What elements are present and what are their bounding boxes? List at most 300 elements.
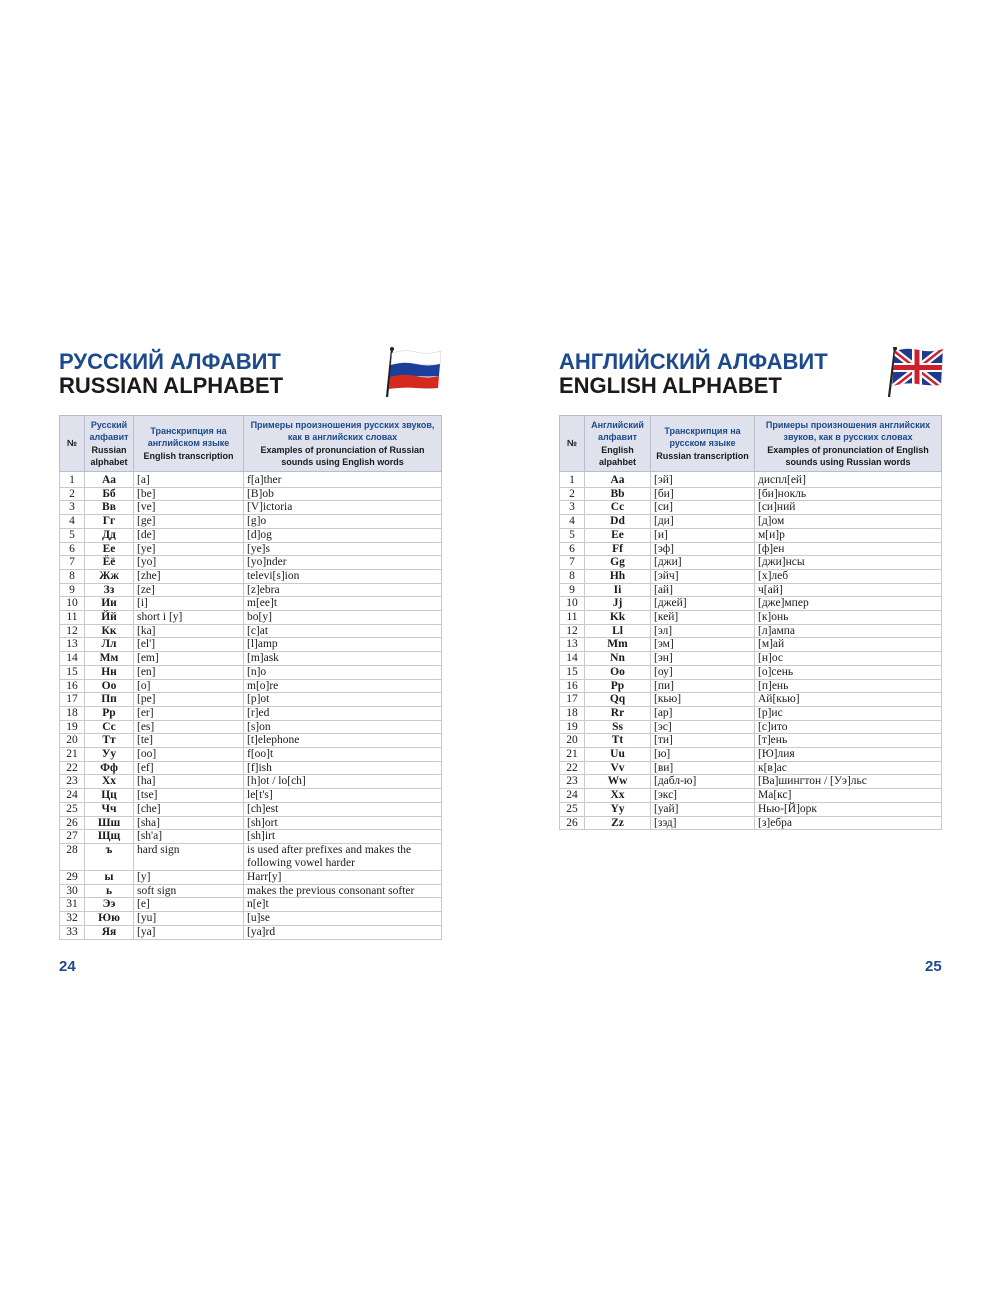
cell-letter: Вв (85, 501, 134, 515)
cell-letter: Цц (85, 789, 134, 803)
cell-letter: Ee (585, 528, 651, 542)
cell-letter: Oo (585, 665, 651, 679)
table-row (60, 528, 442, 542)
cell-letter: Ёё (85, 556, 134, 570)
table-row (560, 720, 942, 734)
cell-letter: Mm (585, 638, 651, 652)
cell-letter: Уу (85, 748, 134, 762)
table-row (60, 925, 442, 939)
cell-number: 12 (560, 624, 585, 638)
cell-example: [джи]нсы (755, 556, 942, 570)
cell-transcription: [ди] (651, 515, 755, 529)
cell-number: 12 (60, 624, 85, 638)
cell-letter: Hh (585, 569, 651, 583)
cell-letter: Аа (85, 472, 134, 488)
cell-transcription: [эл] (651, 624, 755, 638)
cell-number: 22 (560, 761, 585, 775)
cell-transcription: [уай] (651, 802, 755, 816)
english-alphabet-table (559, 415, 942, 830)
cell-transcription: [e] (134, 898, 244, 912)
cell-transcription: [джи] (651, 556, 755, 570)
table-row (560, 528, 942, 542)
cell-number: 33 (60, 925, 85, 939)
cell-letter: Яя (85, 925, 134, 939)
cell-transcription: [sh'a] (134, 830, 244, 844)
table-row (60, 501, 442, 515)
cell-example: [p]ot (244, 693, 442, 707)
cell-letter: Zz (585, 816, 651, 830)
cell-letter: Шш (85, 816, 134, 830)
cell-letter: Пп (85, 693, 134, 707)
table-row (60, 748, 442, 762)
cell-transcription: [ай] (651, 583, 755, 597)
cell-number: 14 (60, 652, 85, 666)
page-right (500, 0, 1000, 1300)
cell-number: 5 (560, 528, 585, 542)
cell-transcription: [ef] (134, 761, 244, 775)
cell-letter: Aa (585, 472, 651, 488)
cell-transcription: [эф] (651, 542, 755, 556)
header-letter: Английский алфавит English alpahbet (585, 416, 651, 472)
cell-example: [ya]rd (244, 925, 442, 939)
table-row (60, 830, 442, 844)
cell-number: 21 (60, 748, 85, 762)
cell-transcription: [ha] (134, 775, 244, 789)
cell-letter: Nn (585, 652, 651, 666)
cell-transcription: [ye] (134, 542, 244, 556)
cell-letter: Щщ (85, 830, 134, 844)
header-number: № (60, 416, 85, 472)
cell-transcription: [tse] (134, 789, 244, 803)
cell-number: 15 (560, 665, 585, 679)
cell-number: 22 (60, 761, 85, 775)
cell-example: [з]ебра (755, 816, 942, 830)
cell-example: [дже]мпер (755, 597, 942, 611)
table-row (60, 556, 442, 570)
cell-transcription: [и] (651, 528, 755, 542)
cell-letter: Чч (85, 802, 134, 816)
cell-example: [би]нокль (755, 487, 942, 501)
cell-number: 18 (60, 706, 85, 720)
cell-number: 25 (560, 802, 585, 816)
table-row (60, 734, 442, 748)
cell-example: [B]ob (244, 487, 442, 501)
cell-letter: Ll (585, 624, 651, 638)
table-row (560, 748, 942, 762)
cell-number: 9 (60, 583, 85, 597)
cell-letter: Хх (85, 775, 134, 789)
cell-transcription: [em] (134, 652, 244, 666)
cell-example: bo[y] (244, 611, 442, 625)
table-row (60, 638, 442, 652)
cell-number: 8 (60, 569, 85, 583)
cell-transcription: [er] (134, 706, 244, 720)
cell-transcription: [en] (134, 665, 244, 679)
cell-letter: Yy (585, 802, 651, 816)
cell-example: le[t's] (244, 789, 442, 803)
cell-number: 18 (560, 706, 585, 720)
table-row (60, 706, 442, 720)
table-row (60, 652, 442, 666)
cell-letter: Юю (85, 912, 134, 926)
cell-example: [f]ish (244, 761, 442, 775)
cell-example: [h]ot / lo[ch] (244, 775, 442, 789)
title-english: RUSSIAN ALPHABET (59, 373, 284, 398)
cell-example: [ф]ен (755, 542, 942, 556)
cell-number: 24 (560, 789, 585, 803)
cell-number: 17 (60, 693, 85, 707)
cell-transcription: [эм] (651, 638, 755, 652)
cell-number: 30 (60, 884, 85, 898)
cell-number: 4 (60, 515, 85, 529)
table-row (60, 611, 442, 625)
cell-transcription: [си] (651, 501, 755, 515)
cell-letter: Bb (585, 487, 651, 501)
table-row (560, 597, 942, 611)
cell-number: 10 (560, 597, 585, 611)
table-row (560, 569, 942, 583)
cell-example: диспл[ей] (755, 472, 942, 488)
cell-transcription: [эн] (651, 652, 755, 666)
table-row (60, 775, 442, 789)
cell-number: 11 (560, 611, 585, 625)
cell-transcription: [ти] (651, 734, 755, 748)
cell-transcription: [pe] (134, 693, 244, 707)
cell-transcription: [ve] (134, 501, 244, 515)
cell-number: 29 (60, 870, 85, 884)
table-row (60, 515, 442, 529)
cell-letter: Тт (85, 734, 134, 748)
table-row (60, 665, 442, 679)
cell-transcription: [el'] (134, 638, 244, 652)
cell-letter: Кк (85, 624, 134, 638)
cell-transcription: [a] (134, 472, 244, 488)
cell-letter: Бб (85, 487, 134, 501)
cell-example: [sh]irt (244, 830, 442, 844)
cell-example: Нью-[Й]орк (755, 802, 942, 816)
cell-example: [р]ис (755, 706, 942, 720)
header-number: № (560, 416, 585, 472)
table-row (60, 679, 442, 693)
cell-example: [sh]ort (244, 816, 442, 830)
cell-transcription: [ар] (651, 706, 755, 720)
cell-transcription: [ya] (134, 925, 244, 939)
cell-example: [c]at (244, 624, 442, 638)
cell-transcription: [ge] (134, 515, 244, 529)
cell-letter: Ii (585, 583, 651, 597)
cell-number: 1 (60, 472, 85, 488)
cell-transcription: [ю] (651, 748, 755, 762)
cell-example: televi[s]ion (244, 569, 442, 583)
cell-number: 14 (560, 652, 585, 666)
cell-letter: ы (85, 870, 134, 884)
cell-transcription: [пи] (651, 679, 755, 693)
cell-example: ч[ай] (755, 583, 942, 597)
cell-number: 10 (60, 597, 85, 611)
cell-transcription: short i [y] (134, 611, 244, 625)
russia-flag-icon (384, 347, 446, 399)
cell-letter: Jj (585, 597, 651, 611)
cell-transcription: [джей] (651, 597, 755, 611)
page-number: 24 (59, 958, 76, 975)
header-examples: Примеры произношения английских звуков, как в русских словах Examples of pronunciation of English sounds using Russian words (755, 416, 942, 472)
header-letter: Русский алфавит Russian alphabet (85, 416, 134, 472)
table-row (60, 843, 442, 870)
table-row (560, 734, 942, 748)
cell-example: makes the previous consonant softer (244, 884, 442, 898)
cell-number: 21 (560, 748, 585, 762)
cell-letter: Tt (585, 734, 651, 748)
cell-example: [s]on (244, 720, 442, 734)
table-row (560, 624, 942, 638)
cell-letter: Рр (85, 706, 134, 720)
cell-number: 6 (560, 542, 585, 556)
header-transcription: Транскрипция на английском языке English transcription (134, 416, 244, 472)
cell-transcription: [oo] (134, 748, 244, 762)
cell-transcription: hard sign (134, 843, 244, 870)
table-row (560, 556, 942, 570)
cell-example: [х]леб (755, 569, 942, 583)
title-english: ENGLISH ALPHABET (559, 373, 782, 398)
cell-transcription: [ze] (134, 583, 244, 597)
cell-example: is used after prefixes and makes the following vowel harder (244, 843, 442, 870)
cell-letter: Ии (85, 597, 134, 611)
cell-transcription: [би] (651, 487, 755, 501)
table-row (60, 624, 442, 638)
table-row (560, 761, 942, 775)
cell-transcription: [эй] (651, 472, 755, 488)
cell-transcription: [zhe] (134, 569, 244, 583)
cell-number: 20 (60, 734, 85, 748)
cell-transcription: [es] (134, 720, 244, 734)
cell-letter: Дд (85, 528, 134, 542)
cell-transcription: [te] (134, 734, 244, 748)
cell-example: [ch]est (244, 802, 442, 816)
header-transcription: Транскрипция на русском языке Russian transcription (651, 416, 755, 472)
cell-example: Ма[кс] (755, 789, 942, 803)
table-row (560, 501, 942, 515)
cell-example: [u]se (244, 912, 442, 926)
cell-number: 17 (560, 693, 585, 707)
cell-example: n[e]t (244, 898, 442, 912)
cell-number: 26 (60, 816, 85, 830)
cell-example: [g]o (244, 515, 442, 529)
cell-transcription: [ви] (651, 761, 755, 775)
cell-example: к[в]ас (755, 761, 942, 775)
table-row (560, 611, 942, 625)
cell-transcription: [be] (134, 487, 244, 501)
page-title (559, 350, 828, 398)
cell-number: 15 (60, 665, 85, 679)
cell-transcription: [che] (134, 802, 244, 816)
cell-transcription: [de] (134, 528, 244, 542)
table-row (60, 898, 442, 912)
cell-transcription: [зэд] (651, 816, 755, 830)
cell-letter: ъ (85, 843, 134, 870)
cell-example: [d]og (244, 528, 442, 542)
cell-transcription: [ka] (134, 624, 244, 638)
cell-letter: Ээ (85, 898, 134, 912)
table-row (560, 775, 942, 789)
table-row (60, 542, 442, 556)
cell-example: [си]ний (755, 501, 942, 515)
cell-number: 4 (560, 515, 585, 529)
cell-letter: ь (85, 884, 134, 898)
cell-example: [Ю]лия (755, 748, 942, 762)
cell-letter: Оо (85, 679, 134, 693)
table-row (60, 789, 442, 803)
cell-number: 6 (60, 542, 85, 556)
cell-number: 28 (60, 843, 85, 870)
title-russian: АНГЛИЙСКИЙ АЛФАВИТ (559, 349, 828, 374)
cell-letter: Йй (85, 611, 134, 625)
cell-letter: Ее (85, 542, 134, 556)
title-russian: РУССКИЙ АЛФАВИТ (59, 349, 281, 374)
table-row (60, 569, 442, 583)
cell-number: 11 (60, 611, 85, 625)
cell-number: 26 (560, 816, 585, 830)
page-title (59, 350, 283, 398)
table-row (60, 884, 442, 898)
table-row (560, 816, 942, 830)
cell-example: m[o]re (244, 679, 442, 693)
cell-number: 7 (60, 556, 85, 570)
cell-transcription: [yu] (134, 912, 244, 926)
cell-number: 20 (560, 734, 585, 748)
cell-number: 16 (60, 679, 85, 693)
cell-transcription: [y] (134, 870, 244, 884)
cell-number: 7 (560, 556, 585, 570)
cell-letter: Uu (585, 748, 651, 762)
cell-letter: Жж (85, 569, 134, 583)
cell-example: f[a]ther (244, 472, 442, 488)
cell-number: 31 (60, 898, 85, 912)
cell-example: [д]ом (755, 515, 942, 529)
table-row (60, 597, 442, 611)
cell-number: 25 (60, 802, 85, 816)
cell-letter: Rr (585, 706, 651, 720)
cell-number: 13 (560, 638, 585, 652)
table-row (60, 583, 442, 597)
cell-transcription: [o] (134, 679, 244, 693)
cell-transcription: [sha] (134, 816, 244, 830)
cell-example: [V]ictoria (244, 501, 442, 515)
cell-example: [z]ebra (244, 583, 442, 597)
cell-letter: Ss (585, 720, 651, 734)
cell-transcription: [эс] (651, 720, 755, 734)
table-row (560, 706, 942, 720)
cell-letter: Гг (85, 515, 134, 529)
table-row (560, 679, 942, 693)
table-row (560, 487, 942, 501)
cell-transcription: [оу] (651, 665, 755, 679)
cell-example: [н]ос (755, 652, 942, 666)
cell-number: 19 (560, 720, 585, 734)
cell-number: 23 (60, 775, 85, 789)
cell-example: [л]ампа (755, 624, 942, 638)
cell-letter: Лл (85, 638, 134, 652)
cell-number: 13 (60, 638, 85, 652)
table-row (560, 802, 942, 816)
table-row (560, 638, 942, 652)
cell-transcription: [i] (134, 597, 244, 611)
cell-example: [т]ень (755, 734, 942, 748)
page-number: 25 (925, 958, 942, 975)
table-row (60, 816, 442, 830)
table-row (60, 487, 442, 501)
table-row (560, 789, 942, 803)
header-examples: Примеры произношения русских звуков, как в английских словах Examples of pronunciation of Russian sounds using English words (244, 416, 442, 472)
cell-letter: Фф (85, 761, 134, 775)
table-row (60, 912, 442, 926)
cell-example: [м]ай (755, 638, 942, 652)
cell-letter: Gg (585, 556, 651, 570)
cell-transcription: [кей] (651, 611, 755, 625)
cell-number: 2 (560, 487, 585, 501)
cell-example: [n]o (244, 665, 442, 679)
table-body (60, 472, 442, 940)
table-header-row (560, 416, 942, 472)
table-row (60, 472, 442, 488)
cell-letter: Сс (85, 720, 134, 734)
table-row (60, 720, 442, 734)
cell-example: [r]ed (244, 706, 442, 720)
table-row (560, 542, 942, 556)
cell-transcription: [дабл-ю] (651, 775, 755, 789)
cell-example: [с]ито (755, 720, 942, 734)
russian-alphabet-table (59, 415, 442, 940)
cell-number: 3 (560, 501, 585, 515)
cell-letter: Cc (585, 501, 651, 515)
cell-example: [о]сень (755, 665, 942, 679)
table-row (560, 665, 942, 679)
cell-number: 16 (560, 679, 585, 693)
cell-number: 24 (60, 789, 85, 803)
table-row (60, 761, 442, 775)
cell-number: 23 (560, 775, 585, 789)
cell-example: [к]онь (755, 611, 942, 625)
cell-letter: Kk (585, 611, 651, 625)
cell-letter: Xx (585, 789, 651, 803)
table-body (560, 472, 942, 830)
cell-example: м[и]р (755, 528, 942, 542)
table-row (560, 515, 942, 529)
cell-example: [t]elephone (244, 734, 442, 748)
uk-flag-icon (885, 347, 947, 399)
cell-example: [Ва]шингтон / [Уэ]льс (755, 775, 942, 789)
cell-letter: Dd (585, 515, 651, 529)
cell-example: f[oo]t (244, 748, 442, 762)
cell-example: Harr[y] (244, 870, 442, 884)
cell-example: [m]ask (244, 652, 442, 666)
cell-number: 27 (60, 830, 85, 844)
cell-letter: Pp (585, 679, 651, 693)
table-row (560, 693, 942, 707)
cell-letter: Vv (585, 761, 651, 775)
cell-transcription: [экс] (651, 789, 755, 803)
table-row (60, 693, 442, 707)
table-row (560, 583, 942, 597)
cell-transcription: [эйч] (651, 569, 755, 583)
cell-transcription: soft sign (134, 884, 244, 898)
table-row (60, 802, 442, 816)
table-header-row (60, 416, 442, 472)
cell-number: 9 (560, 583, 585, 597)
cell-number: 3 (60, 501, 85, 515)
cell-example: [l]amp (244, 638, 442, 652)
table-row (560, 472, 942, 488)
cell-example: [п]ень (755, 679, 942, 693)
